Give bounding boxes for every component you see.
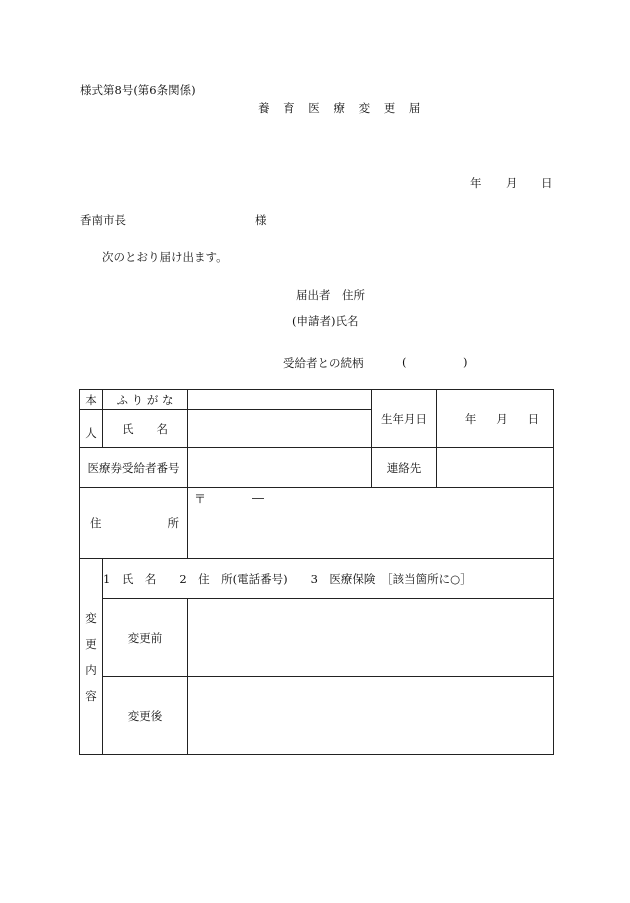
furigana-field[interactable] — [188, 390, 372, 410]
name-field[interactable] — [188, 410, 372, 448]
contact-field[interactable] — [437, 448, 554, 488]
document-title: 養 育 医 療 変 更 届 — [258, 101, 426, 115]
before-change-field[interactable] — [188, 599, 554, 677]
address-label-sho: 所 — [167, 516, 179, 530]
relation-label: 受給者との続柄 — [283, 356, 364, 370]
change-label-char-1: 変 — [85, 610, 97, 625]
intro-text: 次のとおり届け出ます。 — [102, 250, 228, 264]
birth-year-label: 年 — [464, 411, 477, 426]
date-day-label: 日 — [541, 176, 553, 190]
relation-open-paren: ( — [402, 355, 407, 369]
form-number: 様式第8号(第6条関係) — [80, 83, 196, 97]
honnin-label-top: 本 — [80, 390, 103, 410]
change-label-char-2: 更 — [85, 636, 97, 651]
contact-label: 連絡先 — [372, 448, 437, 488]
honorific: 様 — [255, 213, 267, 227]
change-label-char-3: 内 — [85, 662, 97, 677]
applicant-address-label: 届出者 住所 — [296, 288, 365, 302]
name-label: 氏 名 — [103, 410, 188, 448]
address-field[interactable] — [188, 488, 554, 559]
recipient-number-label: 医療券受給者番号 — [80, 448, 188, 488]
birth-month-label: 月 — [496, 411, 508, 426]
address-label-ju: 住 — [90, 516, 102, 530]
address-label — [80, 488, 188, 559]
after-change-field[interactable] — [188, 677, 554, 755]
recipient-number-field[interactable] — [188, 448, 372, 488]
change-label-char-4: 容 — [85, 688, 97, 703]
postal-mark: 〒 — [194, 492, 207, 506]
application-form-table — [79, 389, 554, 755]
birth-date-field[interactable] — [437, 390, 554, 448]
before-change-label: 変更前 — [103, 599, 188, 677]
applicant-name-label: (申請者)氏名 — [292, 314, 359, 328]
change-options: 1 氏 名 2 住 所(電話番号) 3 医療保険 ［該当箇所に○］ — [103, 559, 554, 599]
furigana-label: ふ り が な — [103, 390, 188, 410]
date-month-label: 月 — [506, 176, 518, 190]
honnin-label-bottom: 人 — [80, 410, 103, 448]
change-content-label — [80, 559, 103, 755]
relation-close-paren: ) — [463, 355, 468, 369]
birth-day-label: 日 — [527, 411, 540, 426]
postal-dash: ― — [252, 491, 264, 505]
addressee: 香南市長 — [80, 213, 126, 227]
birth-date-label: 生年月日 — [372, 390, 437, 448]
after-change-label: 変更後 — [103, 677, 188, 755]
date-year-label: 年 — [470, 176, 482, 190]
